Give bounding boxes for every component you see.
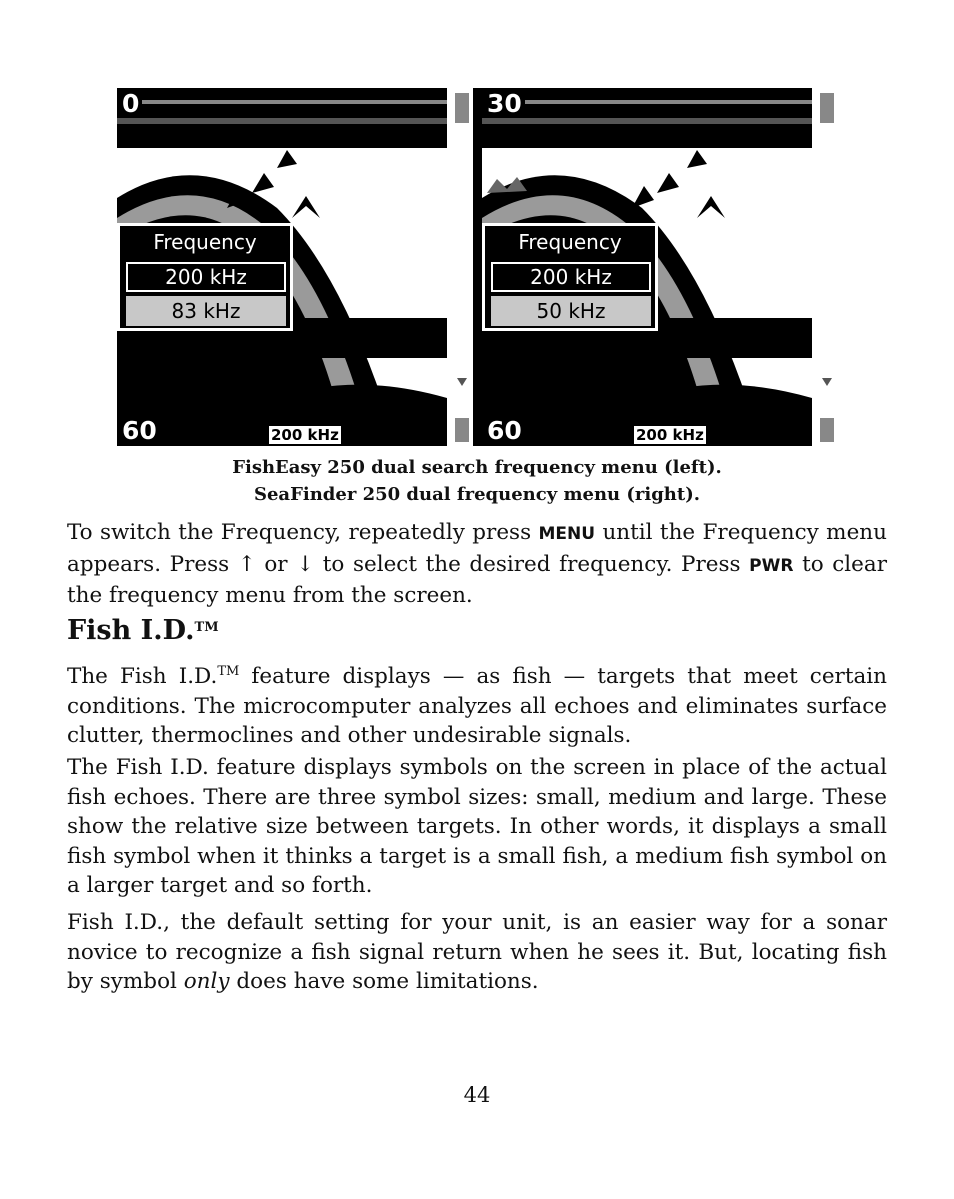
depth-bottom-label: 60 (119, 418, 160, 444)
figure-caption-line1: FishEasy 250 dual search frequency menu (left). (232, 457, 722, 478)
trademark-mark: TM (217, 664, 240, 679)
frequency-indicator: 200 kHz (267, 424, 341, 444)
text-span: To switch the Frequency, repeatedly press (67, 520, 539, 545)
sonar-screen-left (117, 88, 473, 446)
frequency-menu (117, 223, 293, 331)
down-arrow-icon: ↓ (296, 551, 315, 577)
sonar-figure (117, 88, 838, 446)
text-span: or (255, 551, 297, 577)
pwr-key-label: PWR (749, 555, 794, 576)
frequency-option-selected: 200 kHz (126, 262, 286, 292)
paragraph-fish-id-default (67, 908, 887, 997)
up-arrow-icon: ↑ (237, 551, 256, 577)
depth-top-label: 0 (119, 91, 142, 117)
depth-top-label: 30 (484, 91, 525, 117)
trademark-mark: TM (194, 620, 219, 635)
paragraph-frequency-instructions (67, 518, 887, 611)
paragraph-fish-id-intro (67, 657, 887, 751)
frequency-menu (482, 223, 658, 331)
text-span: to select the desired frequency. Press (314, 551, 750, 577)
frequency-menu-title: Frequency (518, 230, 622, 254)
heading-text: Fish I.D. (67, 615, 195, 646)
figure-caption-line2: SeaFinder 250 dual frequency menu (right). (253, 484, 700, 505)
frequency-menu-title: Frequency (153, 230, 257, 254)
text-span: to clear the frequency menu from the screen. (67, 551, 887, 608)
menu-key-label: MENU (538, 524, 596, 544)
sonar-screen-right (482, 88, 838, 446)
text-span: does have some limitations. (229, 969, 539, 994)
text-span: feature displays — as fish — targets that meet certain conditions. The microcomputer analyzes all echoes and eliminates surface clutter, thermoclines and other undesirable signals. (67, 664, 888, 748)
frequency-option-selected: 200 kHz (491, 262, 651, 292)
section-heading (67, 615, 219, 646)
depth-bottom-label: 60 (484, 418, 525, 444)
frequency-indicator: 200 kHz (632, 424, 706, 444)
text-span: Fish I.D., the default setting for your unit, is an easier way for a sonar novice to recognize a fish signal return when he sees it. But, locating fish by symbol (67, 910, 887, 994)
text-span: until the Frequency menu appears. Press (67, 520, 887, 577)
paragraph-fish-symbols: The Fish I.D. feature displays symbols on the screen in place of the actual fish echoes. There are three symbol sizes: small, medium and large. These show the relative size between targets. In other words, it displays a small fish symbol when it thinks a target is a small fish, a medium fish symbol on a larger target and so forth. (67, 755, 887, 898)
page-number: 44 (463, 1083, 491, 1107)
frequency-option-alternate: 83 kHz (126, 296, 286, 326)
emphasis-text: only (183, 969, 230, 994)
text-span: The Fish I.D. (67, 664, 218, 689)
frequency-option-alternate: 50 kHz (491, 296, 651, 326)
